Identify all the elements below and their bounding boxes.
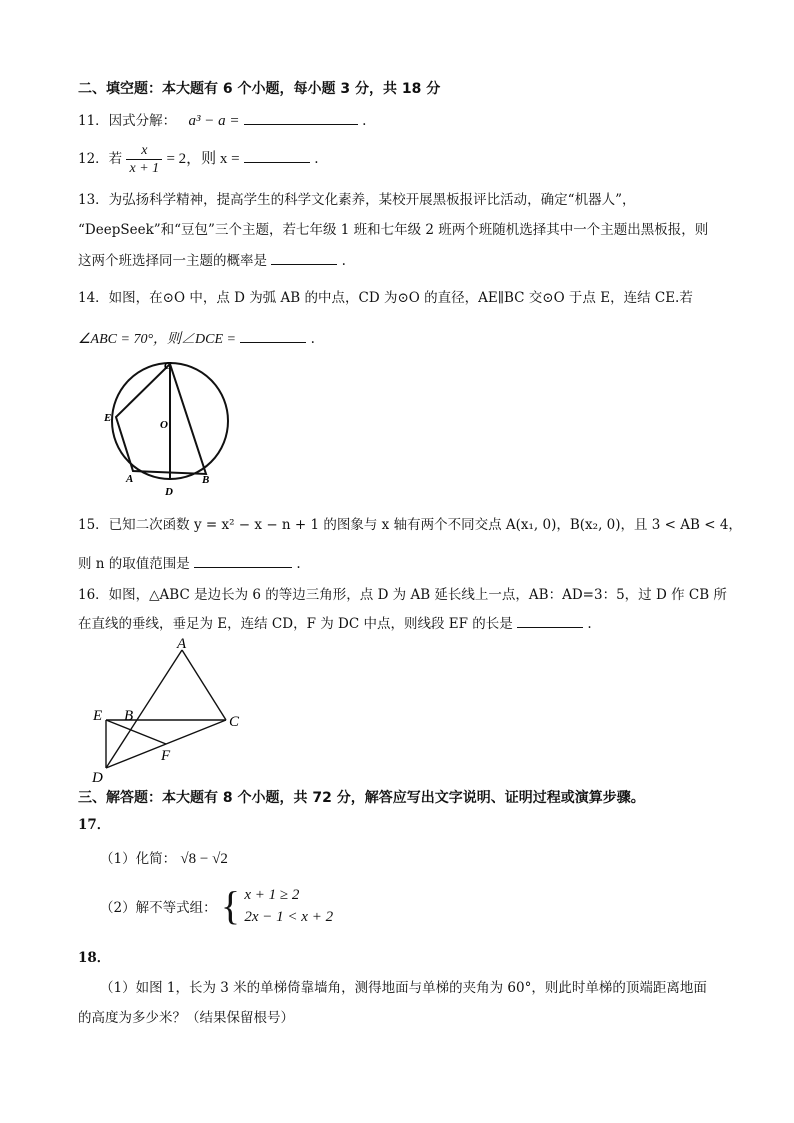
q13-line-1: 13．为弘扬科学精神，提高学生的科学文化素养，某校开展黑板报评比活动，确定“机器人”， <box>78 192 636 208</box>
q17-part-1-expression: √8 − √2 <box>180 851 228 867</box>
q17-part-2-label: （2）解不等式组： <box>100 900 217 916</box>
q14-line-1: 14．如图，在⊙O 中，点 D 为弧 AB 的中点，CD 为⊙O 的直径，AE∥BC 交⊙O 于点 E，连结 CE.若 <box>78 290 693 306</box>
q17-inequality-2: 2x − 1 < x + 2 <box>244 909 334 925</box>
q17-part-1 <box>100 847 228 868</box>
q14-line-2-text: ∠ABC = 70°，则∠DCE = <box>78 332 236 347</box>
q18-part-1-line-1: （1）如图 1，长为 3 米的单梯倚靠墙角，测得地面与单梯的夹角为 60°，则此时单梯的顶端距离地面 <box>100 980 707 996</box>
q15-end: . <box>296 556 301 572</box>
q17-inequality-system <box>244 884 333 928</box>
q18-part-1-line-2: 的高度为多少米？（结果保留根号） <box>78 1010 294 1026</box>
question-11 <box>78 109 366 130</box>
q15-line-1: 15．已知二次函数 y = x² − x − n + 1 的图象与 x 轴有两个不同交点 A(x₁, 0)，B(x₂, 0)，且 3 < AB < 4， <box>78 517 742 533</box>
q16-line-2 <box>78 612 592 632</box>
q17-part-2 <box>100 884 333 928</box>
label-b: B <box>124 708 134 724</box>
q13-end: . <box>341 253 346 269</box>
section-two-heading: 二、填空题：本大题有 6 个小题，每小题 3 分，共 18 分 <box>78 81 441 97</box>
label-a: A <box>126 473 134 485</box>
segment-ef <box>106 720 166 744</box>
q12-after-fraction: = 2，则 x = <box>166 151 240 167</box>
q14-end: . <box>310 331 315 347</box>
q13-line-2: “DeepSeek”和“豆包”三个主题，若七年级 1 班和七年级 2 班两个班随机选择其中一个主题出黑板报，则 <box>78 222 709 238</box>
q14-circle-figure <box>100 355 250 503</box>
label-d: D <box>165 486 173 498</box>
q11-expression: a³ − a = <box>188 113 240 129</box>
label-e: E <box>104 412 112 424</box>
q14-answer-blank[interactable] <box>240 330 306 343</box>
q14-line-2 <box>78 328 315 348</box>
q12-fraction <box>126 142 162 177</box>
label-o: O <box>160 419 168 431</box>
q16-line-1: 16．如图，△ABC 是边长为 6 的等边三角形，点 D 为 AB 延长线上一点，AB：AD=3：5，过 D 作 CB 所 <box>78 587 727 603</box>
q15-answer-blank[interactable] <box>194 555 292 568</box>
q11-end: . <box>362 113 367 129</box>
segment-ad <box>106 650 182 768</box>
q11-answer-blank[interactable] <box>244 112 358 125</box>
q16-end: . <box>587 616 592 632</box>
label-c: C <box>229 714 240 730</box>
q16-triangle-figure <box>88 634 258 786</box>
q12-answer-blank[interactable] <box>244 150 310 163</box>
q12-fraction-numerator: x <box>126 142 162 160</box>
q17-part-1-label: （1）化简： <box>100 851 177 867</box>
q15-line-2 <box>78 552 301 572</box>
segment-ac <box>182 650 226 720</box>
q17-inequality-1: x + 1 ≥ 2 <box>244 887 300 903</box>
q13-line-3-text: 这两个班选择同一主题的概率是 <box>78 253 267 269</box>
q15-line-2-text: 则 n 的取值范围是 <box>78 556 190 572</box>
q17-system-brace: { <box>220 883 241 928</box>
label-a: A <box>177 636 187 652</box>
q16-line-2-text: 在直线的垂线，垂足为 E，连结 CD，F 为 DC 中点，则线段 EF 的长是 <box>78 616 513 632</box>
label-d: D <box>92 770 103 786</box>
label-c: C <box>164 360 172 372</box>
section-three-heading: 三、解答题：本大题有 8 个小题，共 72 分，解答应写出文字说明、证明过程或演算步骤。 <box>78 790 645 806</box>
label-f: F <box>161 748 171 764</box>
q13-answer-blank[interactable] <box>271 252 337 265</box>
q13-line-3 <box>78 249 346 269</box>
q11-label: 11．因式分解： <box>78 113 177 129</box>
q17-number: 17． <box>78 817 111 833</box>
q12-fraction-denominator: x + 1 <box>129 161 160 176</box>
q16-answer-blank[interactable] <box>517 615 583 628</box>
q12-label: 12．若 <box>78 151 123 167</box>
q18-number: 18． <box>78 950 111 966</box>
label-e: E <box>93 708 103 724</box>
label-b: B <box>202 474 210 486</box>
q12-end: . <box>314 151 319 167</box>
question-12 <box>78 142 319 177</box>
